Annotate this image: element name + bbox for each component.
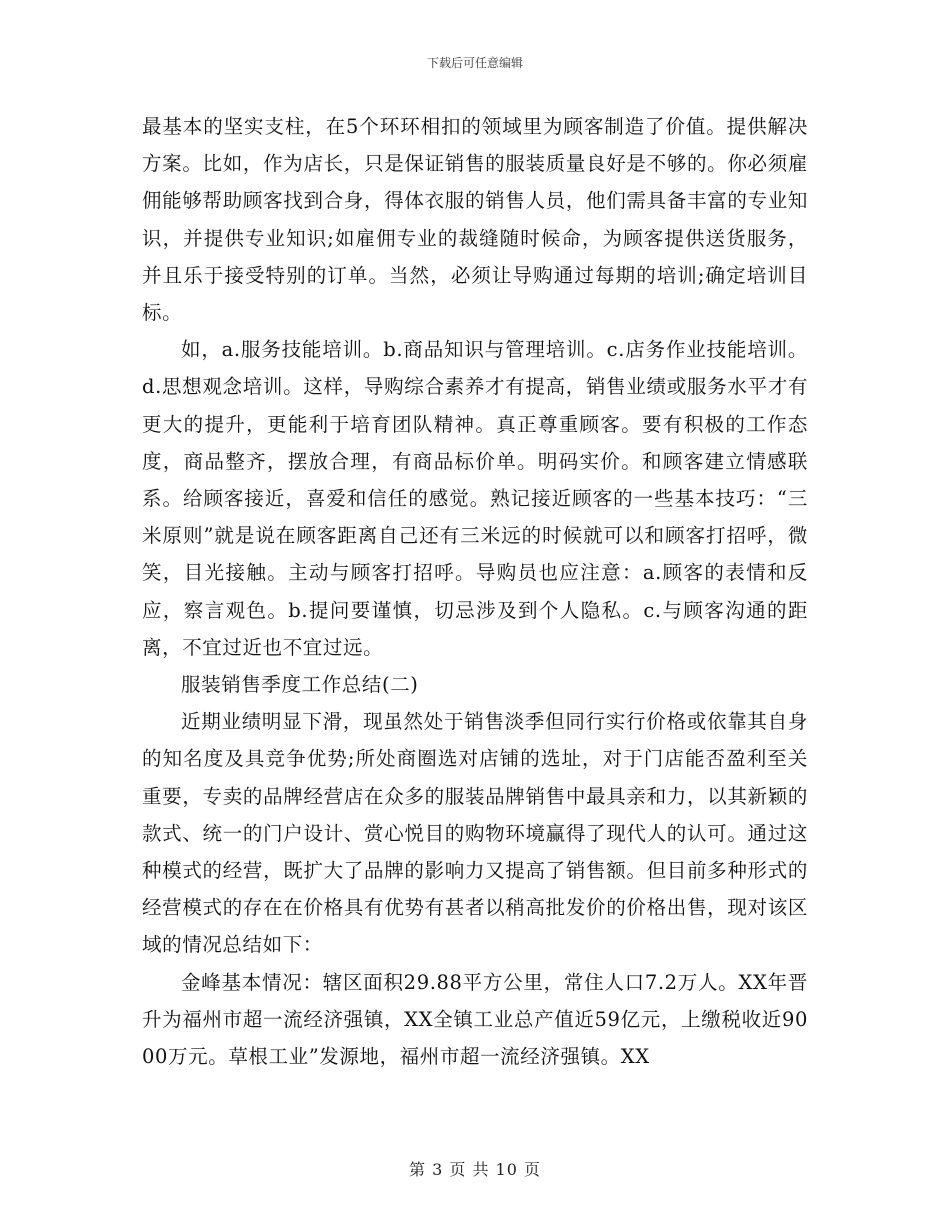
page-header-note: 下载后可任意编辑 <box>426 56 523 70</box>
paragraph-4: 金峰基本情况：辖区面积29.88平方公里，常住人口7.2万人。XX年晋升为福州市超一流经济强镇，XX全镇工业总产值近59亿元，上缴税收近9000万元。草根工业”发源地，福州市超一流经济强镇。XX <box>142 970 808 1069</box>
page-number: 第 3 页 共 10 页 <box>409 1160 541 1179</box>
section-heading: 服装销售季度工作总结(二) <box>181 673 419 697</box>
paragraph-2: 如，a.服务技能培训。b.商品知识与管理培训。c.店务作业技能培训。d.思想观念培训。这样，导购综合素养才有提高，销售业绩或服务水平才有更大的提升，更能利于培育团队精神。真正尊重顾客。要有积极的工作态度，商品整齐，摆放合理，有商品标价单。明码实价。和顾客建立情感联系。给顾客接近，喜爱和信任的感觉。熟记接近顾客的一些基本技巧：“三米原则”就是说在顾客距离自己还有三米远的时候就可以和顾客打招呼，微笑，目光接触。主动与顾客打招呼。导购员也应注意：a.顾客的表情和反应，察言观色。b.提问要谨慎，切忌涉及到个人隐私。c.与顾客沟通的距离，不宜过近也不宜过远。 <box>142 338 808 659</box>
paragraph-3: 近期业绩明显下滑，现虽然处于销售淡季但同行实行价格或依靠其自身的知名度及具竞争优势;所处商圈选对店铺的选址，对于门店能否盈利至关重要，专卖的品牌经营店在众多的服装品牌销售中最具亲和力，以其新颖的款式、统一的门户设计、赏心悦目的购物环境赢得了现代人的认可。通过这种模式的经营，既扩大了品牌的影响力又提高了销售额。但目前多种形式的经营模式的存在在价格具有优势有甚者以稍高批发价的价格出售，现对该区域的情况总结如下： <box>142 710 808 957</box>
document-body <box>142 108 808 1075</box>
paragraph-1: 最基本的坚实支柱，在5个环环相扣的领域里为顾客制造了价值。提供解决方案。比如，作为店长，只是保证销售的服装质量良好是不够的。你必须雇佣能够帮助顾客找到合身，得体衣服的销售人员，他们需具备丰富的专业知识，并提供专业知识;如雇佣专业的裁缝随时候命，为顾客提供送货服务，并且乐于接受特别的订单。当然，必须让导购通过每期的培训;确定培训目标。 <box>142 115 808 325</box>
